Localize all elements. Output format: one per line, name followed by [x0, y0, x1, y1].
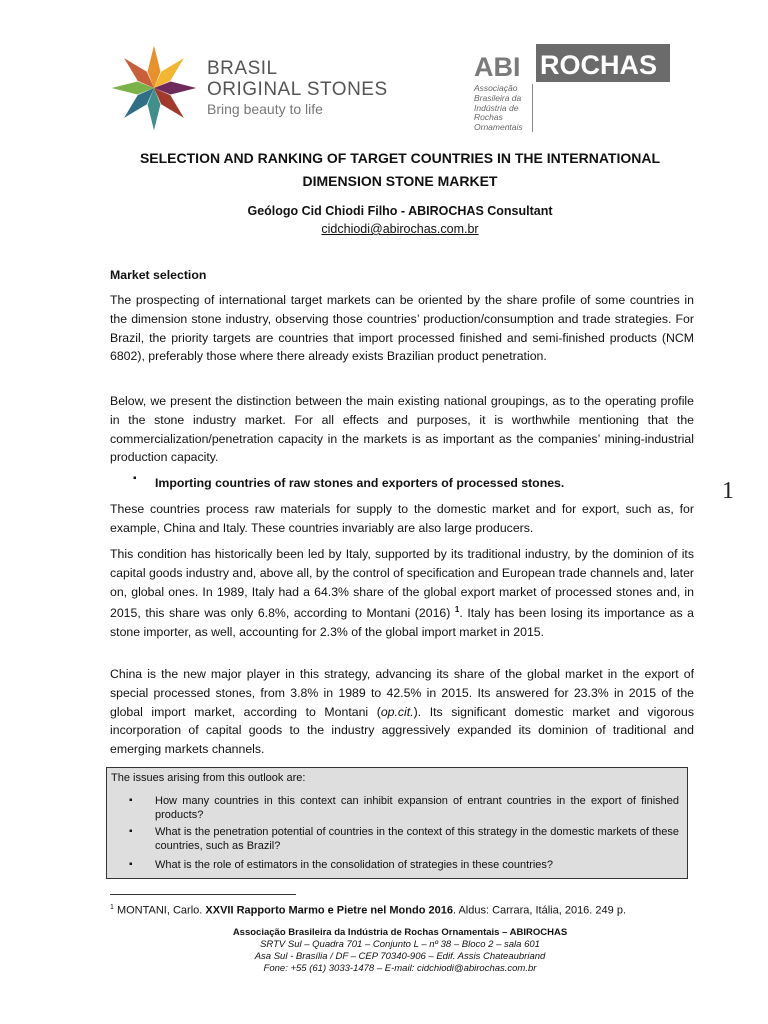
- bullet-icon: ▪: [129, 859, 133, 870]
- document-title: SELECTION AND RANKING OF TARGET COUNTRIES IN THE INTERNATIONAL DIMENSION STONE MARKET: [139, 150, 661, 189]
- issue-item: What is the role of estimators in the consolidation of strategies in these countries?: [155, 859, 554, 871]
- abirochas-subtitle: Associação Brasileira da Indústria de Rochas Ornamentais: [474, 83, 523, 133]
- bullet-icon: ▪: [129, 826, 133, 837]
- paragraph-1: The prospecting of international target markets can be oriented by the share profile of some countries in the dimension stone industry, observing those countries’ production/consumption and trade strategies. For Brazil, the priority targets are countries that import processed finished and semi-finished products (NCM 6802), preferably those where there already exists Brazilian product penetration.: [110, 293, 694, 364]
- page-footer: Associação Brasileira da Indústria de Rochas Ornamentais – ABIROCHAS SRTV Sul – Quadra 701 – Conjunto L – nº 38 – Bloco 2 – sala 601 Asa Sul - Brasília / DF – CEP 70340-906 – Edif. Assis Chateaubriand Fone: +55 (61) 3033-1478 – E-mail: cidchiodi@abirochas.com.br: [232, 927, 568, 974]
- issue-item: How many countries in this context can inhibit expansion of entrant countries in the export of finished products?: [155, 795, 679, 821]
- page-number: 1: [722, 478, 734, 504]
- issues-heading: The issues arising from this outlook are:: [111, 772, 306, 784]
- paragraph-4: This condition has historically been led by Italy, supported by its traditional industry, by the dominion of its capital goods industry and, above all, by the control of specification and European trade channels and, later on, global ones. In 1989, Italy had a 64.3% share of the global export market of processed stones and, in 2015, this share was only 6.8%, according to Montani (2016) $^1$. Italy has been losing its importance as a stone importer, as well, accounting for 2.3% of the global import market in 2015.: [110, 547, 694, 640]
- footnote-divider: [110, 894, 296, 895]
- brand-name: [207, 58, 388, 100]
- brand-line-2: ORIGINAL STONES: [207, 79, 388, 100]
- rochas-wordmark: ROCHAS: [536, 44, 670, 82]
- abi-wordmark: ABI: [474, 52, 534, 82]
- issue-item: What is the penetration potential of countries in the context of this strategy in the domestic markets of these countries, such as Brazil?: [155, 826, 679, 852]
- section-heading: Market selection: [110, 268, 207, 282]
- author-line: Geólogo Cid Chiodi Filho - ABIROCHAS Consultant: [247, 204, 553, 218]
- footnote-ref: 1: [454, 605, 460, 615]
- paragraph-5: China is the new major player in this strategy, advancing its share of the global market in the export of special processed stones, from 3.8% in 1989 to 42.5% in 2015. Its answered for 23.3% in 2015 of the global import market, according to Montani (op.cit.). Its significant domestic market and vigorous incorporation of capital goods to the industry aggressively expanded its dominion of traditional and emerging markets channels.: [110, 667, 694, 757]
- issues-box: [106, 767, 688, 879]
- abirochas-logo: [474, 44, 670, 132]
- bullet-heading: Importing countries of raw stones and exporters of processed stones.: [155, 476, 565, 490]
- bullet-icon: ▪: [133, 473, 137, 484]
- brand-tagline: Bring beauty to life: [207, 101, 323, 117]
- brand-line-1: BRASIL: [207, 58, 278, 79]
- footnote: $^1$ MONTANI, Carlo. XXVII Rapporto Marmo e Pietre nel Mondo 2016. Aldus: Carrara, Itália, 2016. 249 p.: [110, 904, 626, 917]
- bullet-icon: ▪: [129, 795, 133, 806]
- paragraph-3: These countries process raw materials for supply to the domestic market and for export, such as, for example, China and Italy. These countries invariably are also large producers.: [110, 502, 694, 535]
- brasil-original-stones-logo: [108, 42, 200, 134]
- author-email-link[interactable]: cidchiodi@abirochas.com.br: [321, 222, 479, 236]
- paragraph-2: Below, we present the distinction between the main existing national groupings, as to the operating profile in the stone industry market. For all effects and purposes, it is worthwhile mentioning that the commercialization/penetration capacity in the markets is as important as the companies’ mining-industrial production capacity.: [110, 394, 694, 465]
